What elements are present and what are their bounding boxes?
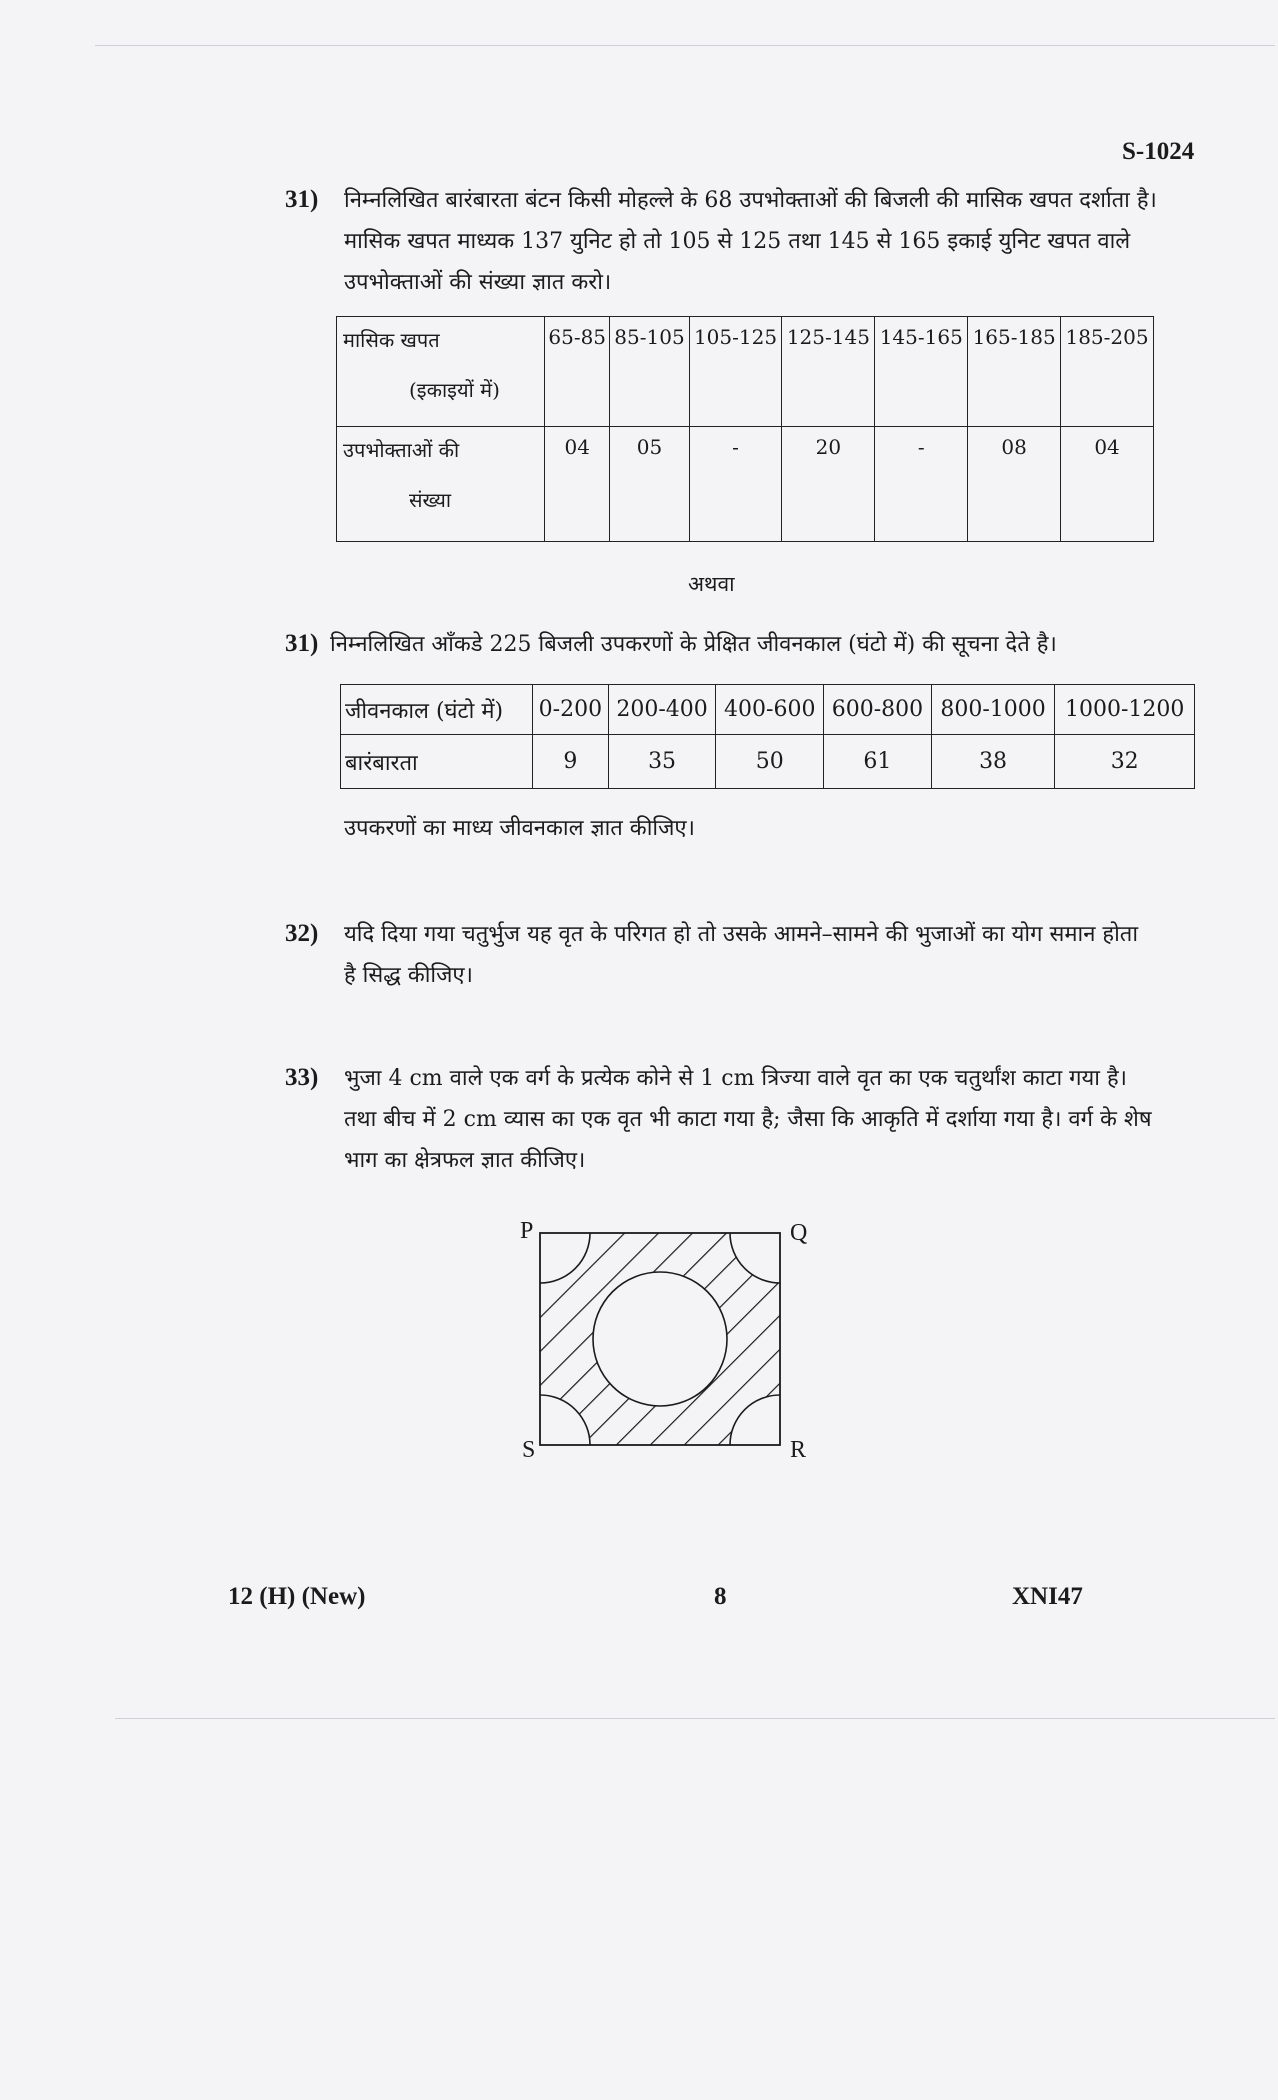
question-33-line-2: तथा बीच में 2 cm व्यास का एक वृत भी काटा गया है; जैसा कि आकृति में दर्शाया गया है। वर्ग के शेष [344, 1107, 1152, 1132]
question-number-33: 33) [285, 1064, 319, 1091]
consumption-table [336, 316, 1154, 542]
footer-class-code: 12 (H) (New) [228, 1583, 366, 1610]
table-cell: 9 [533, 735, 609, 789]
table-cell: 200-400 [608, 685, 716, 735]
question-32-text [344, 914, 1204, 996]
table-header-cell: बारंबारता [341, 735, 533, 789]
table-cell: 165-185 [968, 317, 1061, 427]
table-row [337, 317, 1154, 427]
question-31-alt-instruction: उपकरणों का माध्य जीवनकाल ज्ञात कीजिए। [344, 816, 695, 841]
table-cell: 125-145 [782, 317, 875, 427]
table-cell: - [875, 427, 968, 542]
row-label-consumption: मासिक खपत [343, 328, 440, 352]
question-33-line-3: भाग का क्षेत्रफल ज्ञात कीजिए। [344, 1148, 586, 1173]
table-cell: 145-165 [875, 317, 968, 427]
table-cell: 04 [545, 427, 610, 542]
page-edge-bottom [115, 1718, 1275, 1719]
table-cell: 800-1000 [931, 685, 1055, 735]
table-row [341, 735, 1195, 789]
table-cell: 35 [608, 735, 716, 789]
table-cell: 0-200 [533, 685, 609, 735]
question-31-text [344, 180, 1204, 303]
question-number-31: 31) [285, 186, 319, 213]
table-cell: 105-125 [689, 317, 782, 427]
table-cell: 08 [968, 427, 1061, 542]
vertex-label-r: R [790, 1437, 807, 1463]
vertex-label-s: S [522, 1437, 536, 1463]
table-cell: 32 [1055, 735, 1195, 789]
question-31-line-1: निम्नलिखित बारंबारता बंटन किसी मोहल्ले के 68 उपभोक्ताओं की बिजली की मासिक खपत दर्शाता है। [344, 188, 1157, 213]
table-cell: 400-600 [716, 685, 824, 735]
table-cell: 38 [931, 735, 1055, 789]
footer-series-code: XNI47 [1012, 1583, 1083, 1610]
lifetime-table [340, 684, 1195, 789]
table-cell: 1000-1200 [1055, 685, 1195, 735]
table-cell: 600-800 [824, 685, 932, 735]
question-32-line-2: है सिद्ध कीजिए। [344, 963, 473, 988]
page-edge-top [95, 45, 1275, 46]
table-header-cell: जीवनकाल (घंटो में) [341, 685, 533, 735]
table-row [341, 685, 1195, 735]
square-figure [530, 1225, 794, 1447]
question-33-line-1: भुजा 4 cm वाले एक वर्ग के प्रत्येक कोने से 1 cm त्रिज्या वाले वृत का एक चतुर्थांश काटा गया है। [344, 1066, 1127, 1091]
question-31-line-3: उपभोक्ताओं की संख्या ज्ञात करो। [344, 270, 612, 295]
or-separator: अथवा [688, 572, 735, 596]
vertex-label-q: Q [790, 1220, 808, 1246]
table-cell: 50 [716, 735, 824, 789]
question-31-alt-text: निम्नलिखित आँकडे 225 बिजली उपकरणों के प्रेक्षित जीवनकाल (घंटो में) की सूचना देते है। [330, 632, 1057, 657]
question-31-line-2: मासिक खपत माध्यक 137 युनिट हो तो 105 से 125 तथा 145 से 165 इकाई युनिट खपत वाले [344, 229, 1131, 254]
table-header-cell [337, 317, 545, 427]
row-label-count: संख्या [409, 488, 451, 512]
table-cell: 85-105 [610, 317, 689, 427]
table-cell: 05 [610, 427, 689, 542]
question-number-32: 32) [285, 920, 319, 947]
table-cell: 20 [782, 427, 875, 542]
paper-code: S-1024 [1122, 138, 1195, 165]
table-cell: 185-205 [1061, 317, 1154, 427]
row-label-consumers: उपभोक्ताओं की [343, 438, 460, 462]
table-cell: 04 [1061, 427, 1154, 542]
table-cell: - [689, 427, 782, 542]
vertex-label-p: P [520, 1218, 534, 1244]
table-cell: 65-85 [545, 317, 610, 427]
footer-page-number: 8 [714, 1583, 727, 1610]
question-32-line-1: यदि दिया गया चतुर्भुज यह वृत के परिगत हो तो उसके आमने–सामने की भुजाओं का योग समान होता [344, 922, 1139, 947]
row-label-units: (इकाइयों में) [409, 378, 500, 402]
question-number-31-alt: 31) [285, 630, 319, 657]
question-33-text [344, 1058, 1204, 1181]
table-row [337, 427, 1154, 542]
center-circle [593, 1272, 727, 1406]
table-cell: 61 [824, 735, 932, 789]
table-header-cell [337, 427, 545, 542]
